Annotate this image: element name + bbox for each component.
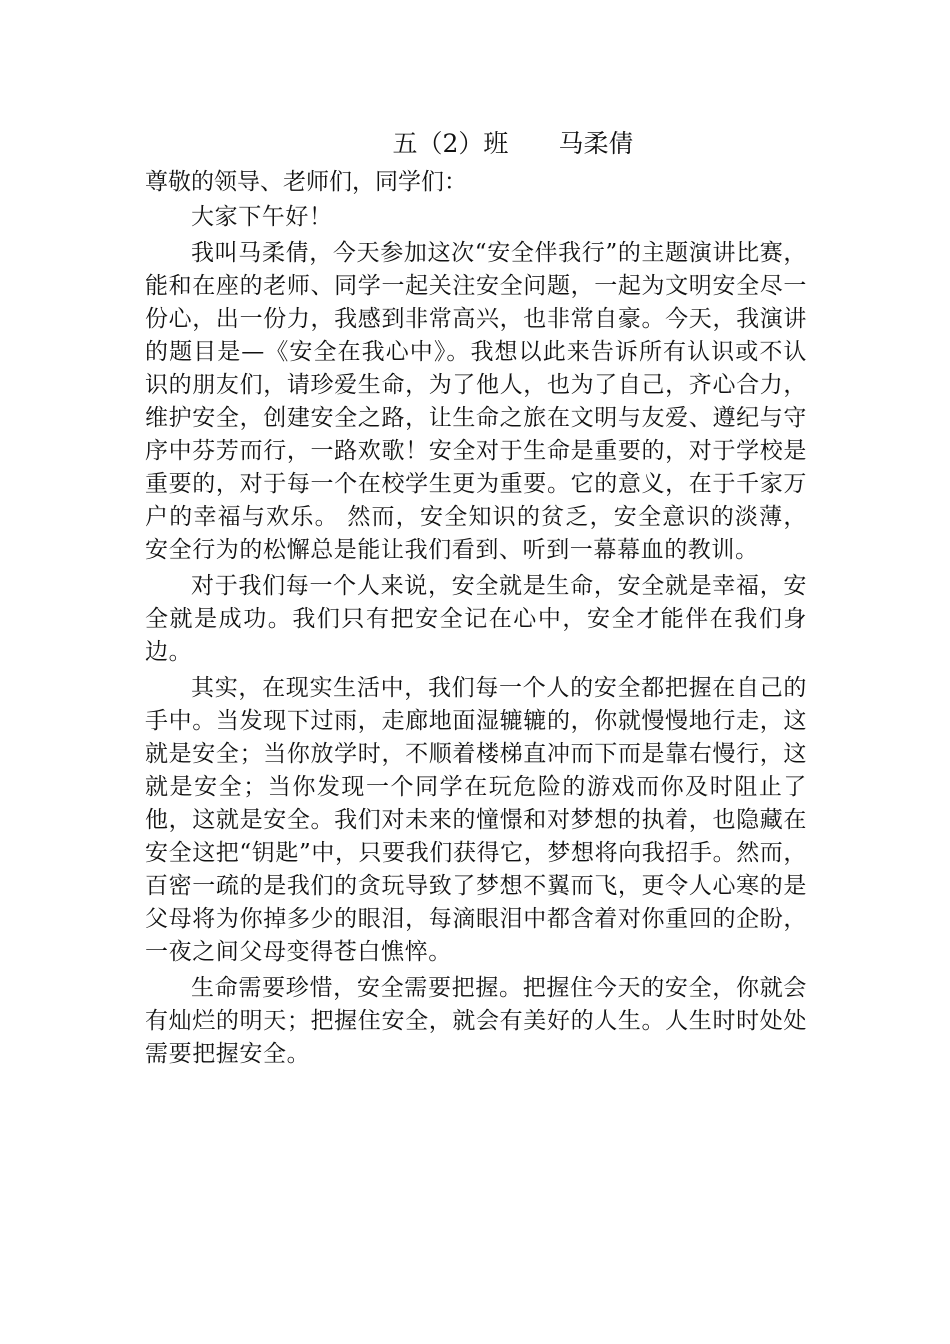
body-paragraph: 其实，在现实生活中，我们每一个人的安全都把握在自己的手中。当发现下过雨，走廊地面湿辘辘的，你就慢慢地行走，这就是安全；当你放学时，不顺着楼梯直冲而下而是靠右慢行，这就是安全；当你发现一个同学在玩危险的游戏而你及时阻止了他，这就是安全。我们对未来的憧憬和对梦想的执着，也隐藏在安全这把“钥匙”中，只要我们获得它，梦想将向我招手。然而，百密一疏的是我们的贪玩导致了梦想不翼而飞，更令人心寒的是父母将为你掉多少的眼泪，每滴眼泪中都含着对你重回的企盼，一夜之间父母变得苍白憔悴。 bbox=[145, 675, 807, 965]
greeting-paragraph: 大家下午好！ bbox=[191, 204, 333, 230]
body-paragraph: 我叫马柔倩，今天参加这次“安全伴我行”的主题演讲比赛，能和在座的老师、同学一起关注安全问题，一起为文明安全尽一份心，出一份力，我感到非常高兴，也非常自豪。今天，我演讲的题目是—《安全在我心中》。我想以此来告诉所有认识或不认识的朋友们，请珍爱生命，为了他人，也为了自己，齐心合力，维护安全，创建安全之路，让生命之旅在文明与友爱、遵纪与守序中芬芳而行，一路欢歌！安全对于生命是重要的，对于学校是重要的，对于每一个在校学生更为重要。它的意义，在于千家万户的幸福与欢乐。 然而，安全知识的贫乏，安全意识的淡薄，安全行为的松懈总是能让我们看到、听到一幕幕血的教训。 bbox=[145, 240, 807, 563]
body-paragraph: 生命需要珍惜，安全需要把握。把握住今天的安全，你就会有灿烂的明天；把握住安全，就会有美好的人生。人生时时处处需要把握安全。 bbox=[145, 975, 807, 1067]
author-byline: 五（2）班 马柔倩 bbox=[392, 129, 634, 158]
speech-text bbox=[145, 122, 807, 1071]
salutation: 尊敬的领导、老师们，同学们： bbox=[145, 169, 467, 195]
body-paragraph: 对于我们每一个人来说，安全就是生命，安全就是幸福，安全就是成功。我们只有把安全记在心中，安全才能伴在我们身边。 bbox=[145, 573, 807, 665]
